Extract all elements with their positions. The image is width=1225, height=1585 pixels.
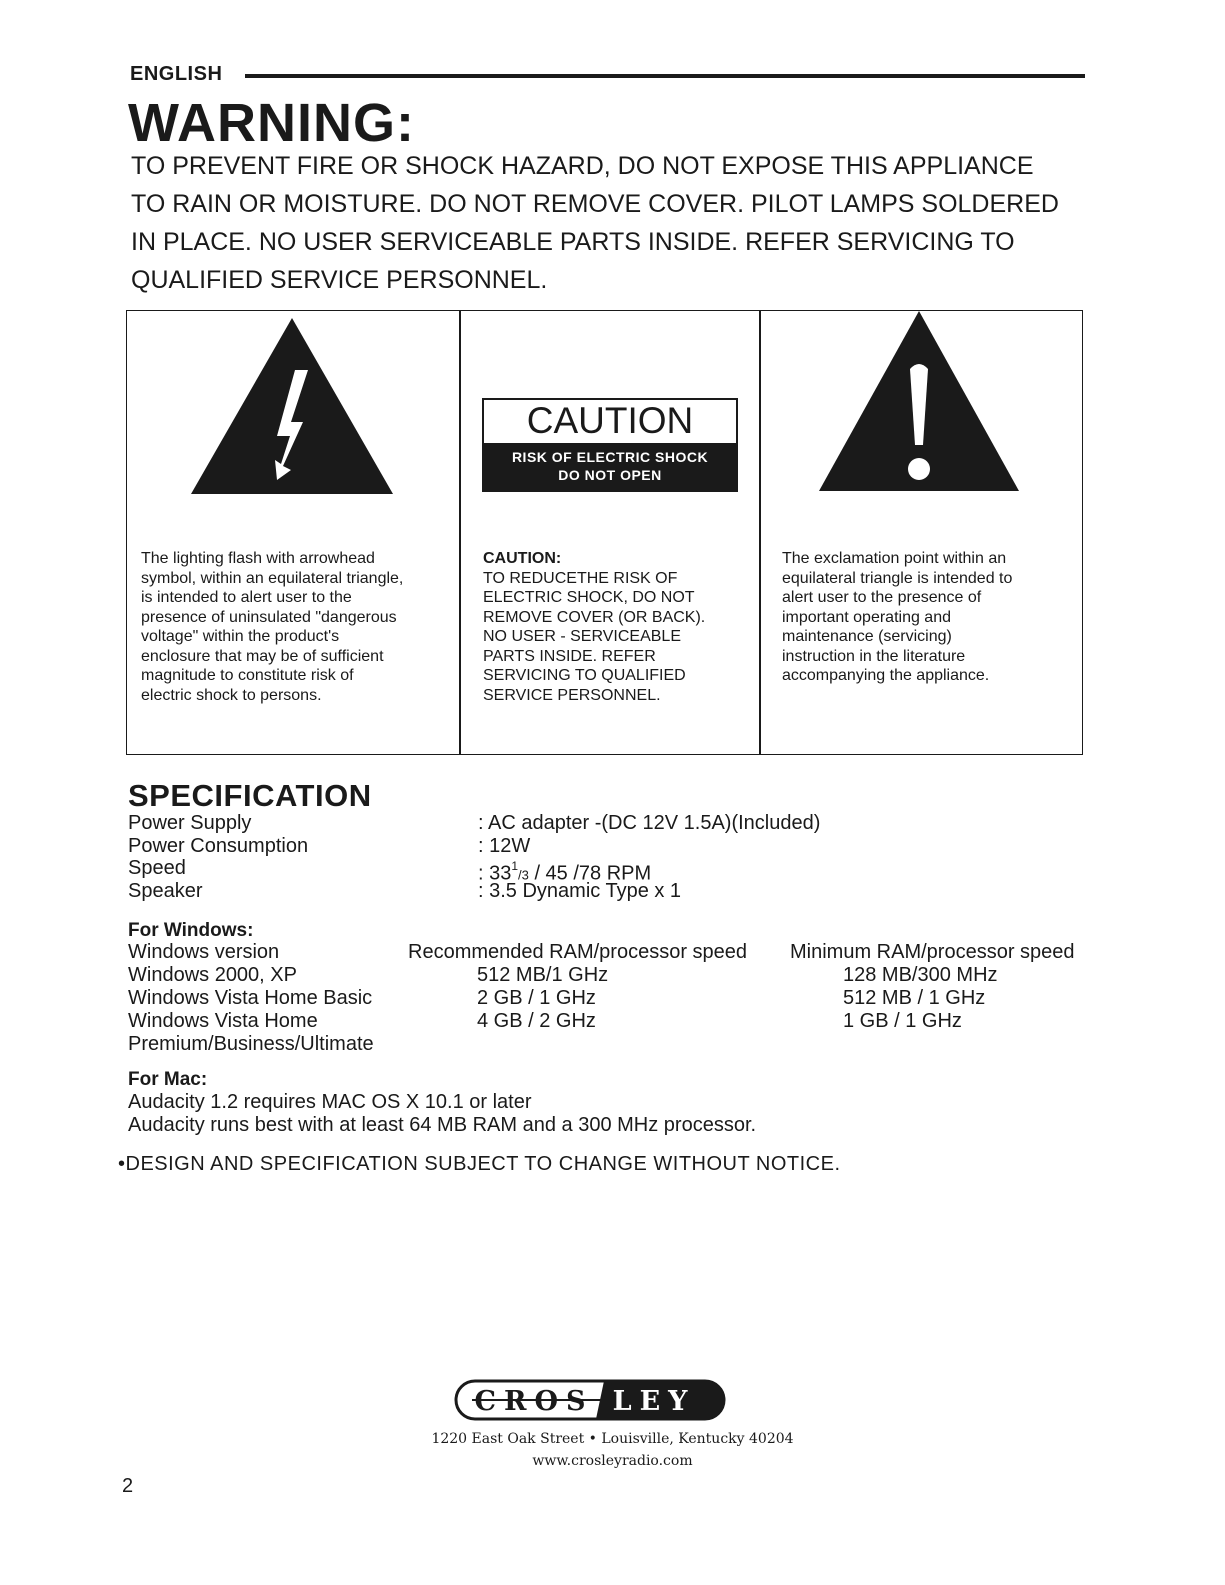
- windows-title: For Windows:: [128, 920, 254, 941]
- change-notice: •DESIGN AND SPECIFICATION SUBJECT TO CHANGE WITHOUT NOTICE.: [118, 1153, 841, 1175]
- text-line: TO REDUCETHE RISK OF: [483, 569, 678, 587]
- text-line: alert user to the presence of: [782, 589, 982, 606]
- speed-rest: / 45 /78 RPM: [528, 862, 652, 885]
- windows-recommended-cell: 4 GB / 2 GHz: [477, 1010, 596, 1032]
- text-line: ELECTRIC SHOCK, DO NOT: [483, 589, 695, 606]
- company-address: 1220 East Oak Street • Louisville, Kentucky 40204: [431, 1431, 794, 1447]
- warning-text: [131, 147, 1091, 299]
- caution-badge: [482, 398, 738, 492]
- safety-symbols-box: [126, 310, 1083, 755]
- crosley-logo: [454, 1379, 726, 1421]
- logo-text-dark: CROS: [474, 1386, 594, 1417]
- exclamation-symbol-description: [782, 549, 1012, 686]
- windows-minimum-cell: 128 MB/300 MHz: [843, 964, 998, 986]
- caution-band-line: RISK OF ELECTRIC SHOCK: [511, 449, 709, 465]
- caution-heading: CAUTION:: [483, 550, 562, 567]
- windows-minimum-cell: 512 MB / 1 GHz: [843, 987, 986, 1009]
- warning-line: IN PLACE. NO USER SERVICEABLE PARTS INSIDE. REFER SERVICING TO: [131, 228, 1015, 256]
- text-line: NO USER - SERVICEABLE: [483, 628, 681, 645]
- caution-badge-band: [484, 443, 736, 490]
- warning-line: TO RAIN OR MOISTURE. DO NOT REMOVE COVER. PILOT LAMPS SOLDERED: [131, 190, 1059, 218]
- text-line: presence of uninsulated "dangerous: [141, 608, 397, 626]
- logo-text-light: LEY: [612, 1386, 696, 1417]
- text-line: The lighting flash with arrowhead: [141, 550, 375, 567]
- mac-requirement-line: Audacity 1.2 requires MAC OS X 10.1 or later: [128, 1091, 532, 1113]
- specification-title: SPECIFICATION: [128, 778, 372, 813]
- windows-recommended-cell: 2 GB / 1 GHz: [477, 987, 596, 1009]
- text-line: maintenance (servicing): [782, 628, 952, 645]
- warning-line: TO PREVENT FIRE OR SHOCK HAZARD, DO NOT EXPOSE THIS APPLIANCE: [131, 152, 1034, 180]
- windows-version-cell: Windows Vista Home: [128, 1010, 318, 1032]
- spec-value: : 12W: [478, 835, 531, 857]
- text-line: voltage" within the product's: [141, 628, 340, 645]
- windows-minimum-cell: 1 GB / 1 GHz: [843, 1010, 962, 1032]
- page-number: 2: [122, 1475, 134, 1497]
- exclamation-warning-triangle-icon: [819, 311, 1019, 491]
- text-line: SERVICE PERSONNEL.: [483, 686, 661, 704]
- lightning-warning-triangle-icon: [191, 318, 393, 494]
- windows-header-recommended: Recommended RAM/processor speed: [408, 941, 748, 963]
- speed-whole: : 33: [478, 862, 512, 885]
- text-line: enclosure that may be of sufficient: [141, 647, 384, 665]
- text-line: The exclamation point within an: [782, 550, 1007, 567]
- text-line: SERVICING TO QUALIFIED: [483, 667, 686, 684]
- text-line: is intended to alert user to the: [141, 589, 352, 606]
- text-line: accompanying the appliance.: [782, 667, 990, 684]
- spec-value-speed: [478, 857, 652, 885]
- windows-header-version: Windows version: [128, 941, 280, 963]
- warning-title: WARNING:: [128, 93, 415, 153]
- windows-version-cell: Windows Vista Home Basic: [128, 987, 373, 1009]
- text-line: REMOVE COVER (OR BACK).: [483, 608, 706, 626]
- spec-value: : 3.5 Dynamic Type x 1: [478, 880, 682, 902]
- speed-fraction-numerator: 1: [511, 859, 519, 873]
- language-label: ENGLISH: [130, 63, 223, 85]
- windows-version-cell: Windows 2000, XP: [128, 964, 297, 986]
- caution-band-line: DO NOT OPEN: [558, 467, 662, 483]
- mac-title: For Mac:: [128, 1069, 208, 1090]
- speed-fraction-denominator: /3: [518, 867, 529, 883]
- text-line: equilateral triangle is intended to: [782, 569, 1013, 587]
- mac-requirement-line: Audacity runs best with at least 64 MB RAM and a 300 MHz processor.: [128, 1114, 757, 1136]
- column-divider: [459, 311, 461, 754]
- text-line: instruction in the literature: [782, 647, 966, 665]
- lightning-symbol-description: [141, 549, 403, 705]
- spec-label: Power Consumption: [128, 835, 309, 857]
- spec-label: Speaker: [128, 880, 203, 902]
- spec-label: Power Supply: [128, 812, 252, 834]
- column-divider: [759, 311, 761, 754]
- spec-value: : AC adapter -(DC 12V 1.5A)(Included): [478, 812, 821, 834]
- windows-recommended-cell: 512 MB/1 GHz: [477, 964, 609, 986]
- warning-line: QUALIFIED SERVICE PERSONNEL.: [131, 266, 548, 294]
- header-rule: [245, 74, 1085, 78]
- company-website: www.crosleyradio.com: [532, 1453, 693, 1469]
- text-line: symbol, within an equilateral triangle,: [141, 569, 404, 587]
- text-line: magnitude to constitute risk of: [141, 667, 354, 684]
- windows-version-continuation: Premium/Business/Ultimate: [128, 1033, 374, 1055]
- spec-label: Speed: [128, 857, 186, 879]
- caution-badge-title: CAUTION: [526, 400, 694, 441]
- text-line: electric shock to persons.: [141, 686, 322, 704]
- windows-header-minimum: Minimum RAM/processor speed: [790, 941, 1075, 963]
- caution-description: [483, 549, 705, 705]
- text-line: important operating and: [782, 608, 951, 626]
- text-line: PARTS INSIDE. REFER: [483, 647, 656, 665]
